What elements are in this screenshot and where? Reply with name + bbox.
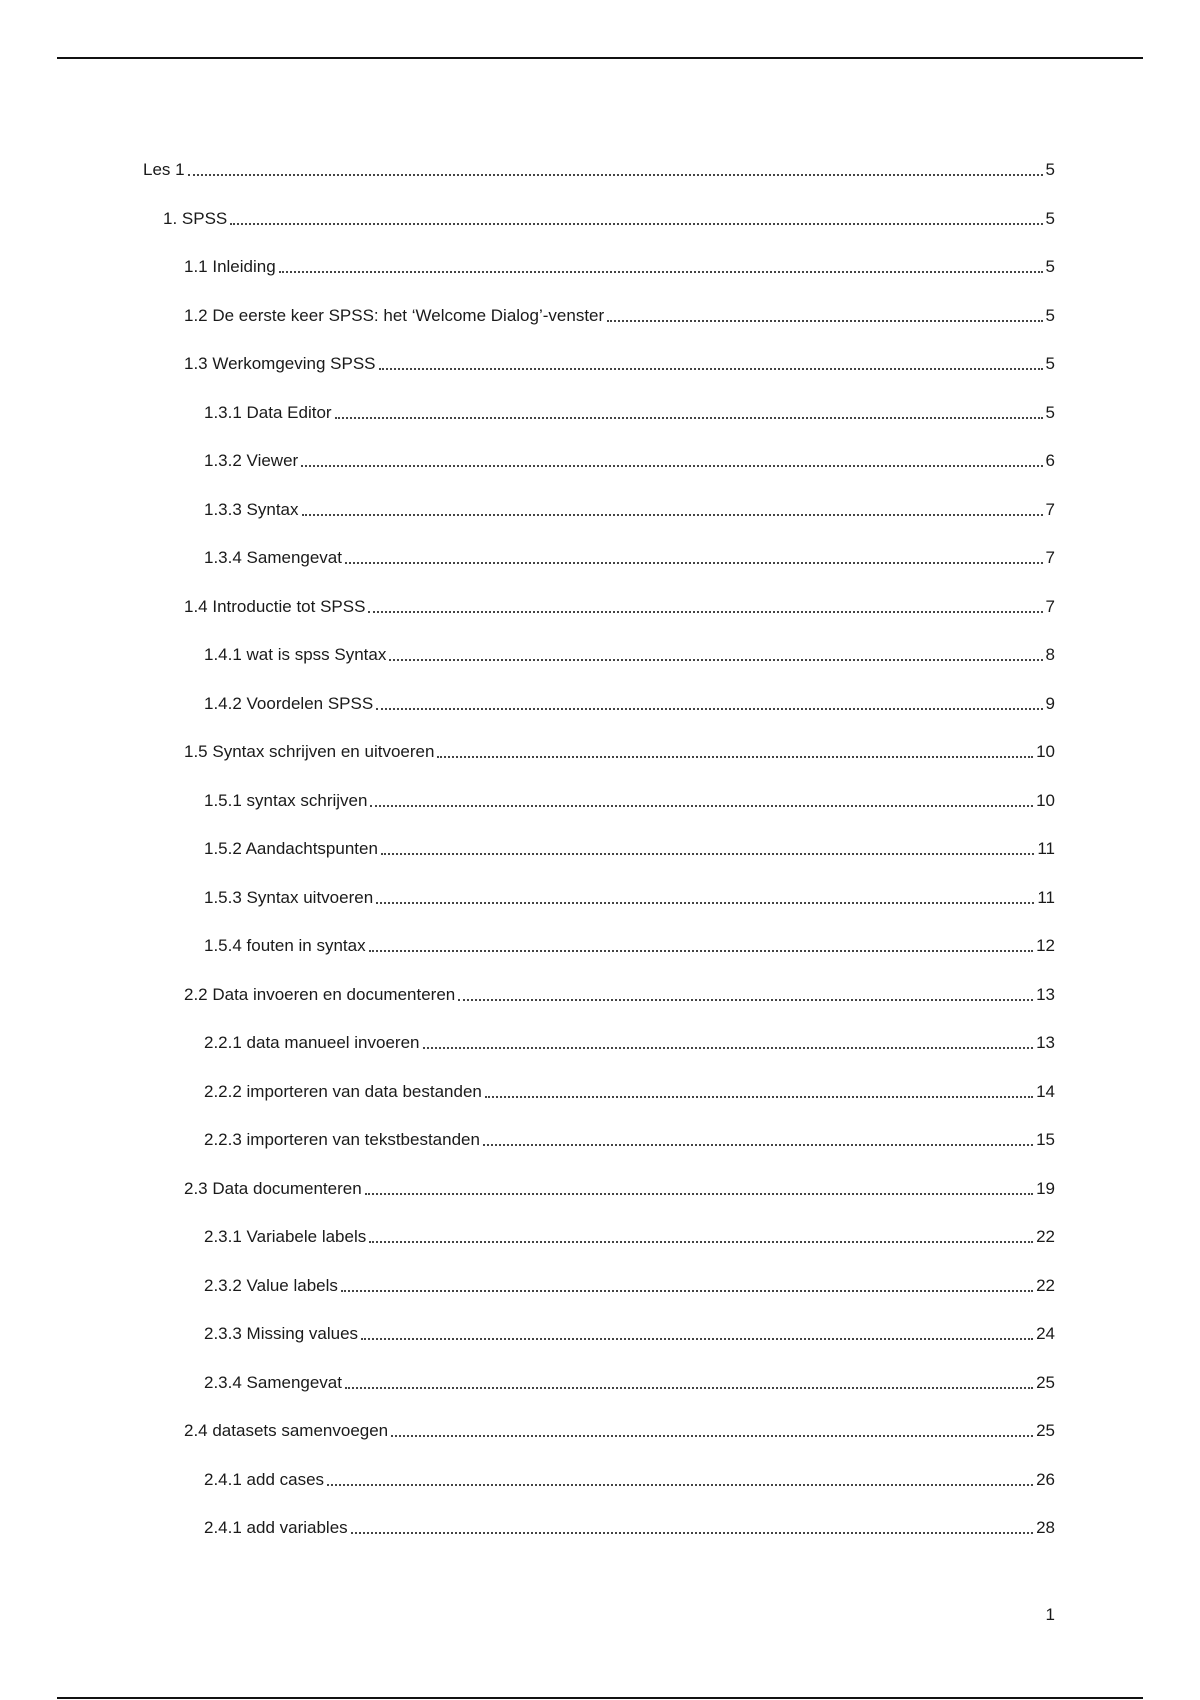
toc-entry[interactable] [184, 1412, 1055, 1442]
toc-entry[interactable] [204, 1121, 1055, 1151]
toc-entry-page: 19 [1036, 1178, 1055, 1198]
toc-entry[interactable] [204, 636, 1055, 666]
toc-entry[interactable] [184, 248, 1055, 278]
header-rule [57, 57, 1143, 59]
toc-entry-title: 1.5.4 fouten in syntax [204, 936, 366, 955]
toc-entry-page: 9 [1045, 693, 1055, 713]
toc-dot-leader [458, 999, 1033, 1001]
toc-entry-page: 15 [1036, 1130, 1055, 1149]
toc-dot-leader [483, 1144, 1033, 1146]
toc-entry[interactable] [204, 1024, 1055, 1054]
toc-dot-leader [423, 1047, 1034, 1049]
page-number: 1 [1045, 1605, 1055, 1624]
toc-entry-page: 7 [1045, 548, 1055, 567]
toc-entry[interactable] [163, 200, 1055, 230]
toc-entry-title: 1.5.3 Syntax uitvoeren [204, 887, 374, 907]
toc-entry-title: 2.3.4 Samengevat [204, 1372, 342, 1392]
toc-entry[interactable] [143, 151, 1055, 181]
toc-dot-leader [369, 1241, 1033, 1243]
toc-entry-page: 5 [1045, 305, 1055, 325]
toc-entry[interactable] [204, 927, 1055, 957]
toc-entry[interactable] [204, 394, 1055, 424]
toc-entry[interactable] [184, 1170, 1055, 1200]
toc-entry-page: 5 [1045, 208, 1055, 228]
toc-entry[interactable] [184, 345, 1055, 375]
toc-entry[interactable] [184, 297, 1055, 327]
toc-entry-page: 14 [1036, 1081, 1055, 1101]
toc-entry[interactable] [204, 1315, 1055, 1345]
toc-entry-page: 11 [1037, 887, 1055, 907]
toc-dot-leader [485, 1096, 1033, 1098]
toc-entry-page: 25 [1036, 1372, 1055, 1392]
toc-dot-leader [376, 708, 1042, 710]
toc-entry-title: 1.1 Inleiding [184, 257, 276, 276]
toc-dot-leader [437, 756, 1033, 758]
toc-entry[interactable] [204, 1461, 1055, 1491]
toc-entry-page: 7 [1045, 596, 1055, 616]
toc-dot-leader [301, 465, 1042, 467]
toc-entry-page: 22 [1036, 1227, 1055, 1246]
toc-entry[interactable] [204, 782, 1055, 812]
toc-entry-page: 5 [1045, 402, 1055, 422]
toc-entry[interactable] [204, 491, 1055, 521]
toc-entry-title: 1.4 Introductie tot SPSS [184, 596, 366, 616]
toc-entry-title: 1.4.1 wat is spss Syntax [204, 645, 387, 664]
toc-entry-title: Les 1 [143, 160, 185, 179]
toc-entry-title: 1. SPSS [163, 208, 228, 228]
toc-entry-title: 2.3 Data documenteren [184, 1178, 362, 1198]
toc-entry-page: 6 [1045, 451, 1055, 470]
toc-dot-leader [327, 1484, 1033, 1486]
toc-dot-leader [607, 320, 1042, 322]
toc-entry-title: 2.4.1 add variables [204, 1518, 348, 1537]
toc-dot-leader [335, 417, 1043, 419]
toc-entry[interactable] [204, 879, 1055, 909]
toc-entry[interactable] [204, 1218, 1055, 1248]
toc-entry-page: 10 [1036, 790, 1055, 810]
toc-dot-leader [188, 174, 1043, 176]
toc-entry-title: 2.2 Data invoeren en documenteren [184, 984, 456, 1004]
toc-dot-leader [369, 950, 1033, 952]
toc-entry-page: 8 [1045, 645, 1055, 664]
toc-entry[interactable] [184, 733, 1055, 763]
toc-entry-page: 10 [1036, 742, 1055, 761]
toc-entry-title: 1.4.2 Voordelen SPSS [204, 693, 374, 713]
toc-entry[interactable] [204, 1267, 1055, 1297]
toc-dot-leader [370, 805, 1033, 807]
toc-entry[interactable] [184, 976, 1055, 1006]
toc-dot-leader [341, 1290, 1033, 1292]
toc-dot-leader [230, 223, 1042, 225]
toc-dot-leader [345, 1387, 1033, 1389]
toc-entry-page: 12 [1036, 936, 1055, 955]
toc-dot-leader [345, 562, 1043, 564]
toc-entry-title: 1.3.1 Data Editor [204, 402, 332, 422]
toc-entry-title: 1.5.2 Aandachtspunten [204, 839, 378, 858]
toc-entry[interactable] [204, 685, 1055, 715]
toc-entry-title: 2.3.1 Variabele labels [204, 1227, 367, 1246]
toc-entry-page: 22 [1036, 1275, 1055, 1295]
toc-dot-leader [376, 902, 1034, 904]
toc-entry[interactable] [204, 539, 1055, 569]
toc-entry-title: 2.2.1 data manueel invoeren [204, 1033, 420, 1052]
toc-entry-page: 5 [1045, 160, 1055, 179]
toc-entry[interactable] [184, 588, 1055, 618]
toc-entry-title: 1.2 De eerste keer SPSS: het ‘Welcome Dialog’-venster [184, 305, 605, 325]
toc-dot-leader [302, 514, 1043, 516]
toc-entry[interactable] [204, 1509, 1055, 1539]
toc-dot-leader [389, 659, 1042, 661]
toc-entry-page: 5 [1045, 257, 1055, 276]
toc-entry[interactable] [204, 1073, 1055, 1103]
toc-entry-title: 2.4 datasets samenvoegen [184, 1421, 389, 1440]
toc-dot-leader [368, 611, 1042, 613]
toc-entry-title: 2.4.1 add cases [204, 1469, 325, 1489]
toc-entry-page: 11 [1037, 839, 1055, 858]
toc-entry[interactable] [204, 442, 1055, 472]
toc-entry-title: 1.3 Werkomgeving SPSS [184, 354, 376, 373]
toc-entry-page: 28 [1036, 1518, 1055, 1537]
toc-entry-page: 13 [1036, 984, 1055, 1004]
toc-dot-leader [351, 1532, 1033, 1534]
toc-dot-leader [391, 1435, 1033, 1437]
toc-entry-page: 24 [1036, 1324, 1055, 1343]
toc-entry-title: 1.3.4 Samengevat [204, 548, 342, 567]
toc-entry-title: 2.2.2 importeren van data bestanden [204, 1081, 482, 1101]
toc-entry[interactable] [204, 1364, 1055, 1394]
toc-entry-title: 2.3.2 Value labels [204, 1275, 338, 1295]
toc-entry-title: 1.5.1 syntax schrijven [204, 790, 368, 810]
toc-dot-leader [279, 271, 1043, 273]
footer-rule [57, 1697, 1143, 1699]
toc-entry-page: 13 [1036, 1033, 1055, 1052]
toc-entry-title: 1.5 Syntax schrijven en uitvoeren [184, 742, 435, 761]
toc-entry-page: 25 [1036, 1421, 1055, 1440]
toc-entry-page: 7 [1045, 499, 1055, 519]
toc-entry-page: 5 [1045, 354, 1055, 373]
toc-entry-title: 2.3.3 Missing values [204, 1324, 359, 1343]
toc-dot-leader [365, 1193, 1033, 1195]
toc-entry-title: 1.3.2 Viewer [204, 451, 299, 470]
toc-dot-leader [379, 368, 1043, 370]
toc-dot-leader [361, 1338, 1033, 1340]
toc-entry-page: 26 [1036, 1469, 1055, 1489]
toc-dot-leader [381, 853, 1034, 855]
toc-entry-title: 2.2.3 importeren van tekstbestanden [204, 1130, 480, 1149]
toc-entry-title: 1.3.3 Syntax [204, 499, 299, 519]
toc-entry[interactable] [204, 830, 1055, 860]
